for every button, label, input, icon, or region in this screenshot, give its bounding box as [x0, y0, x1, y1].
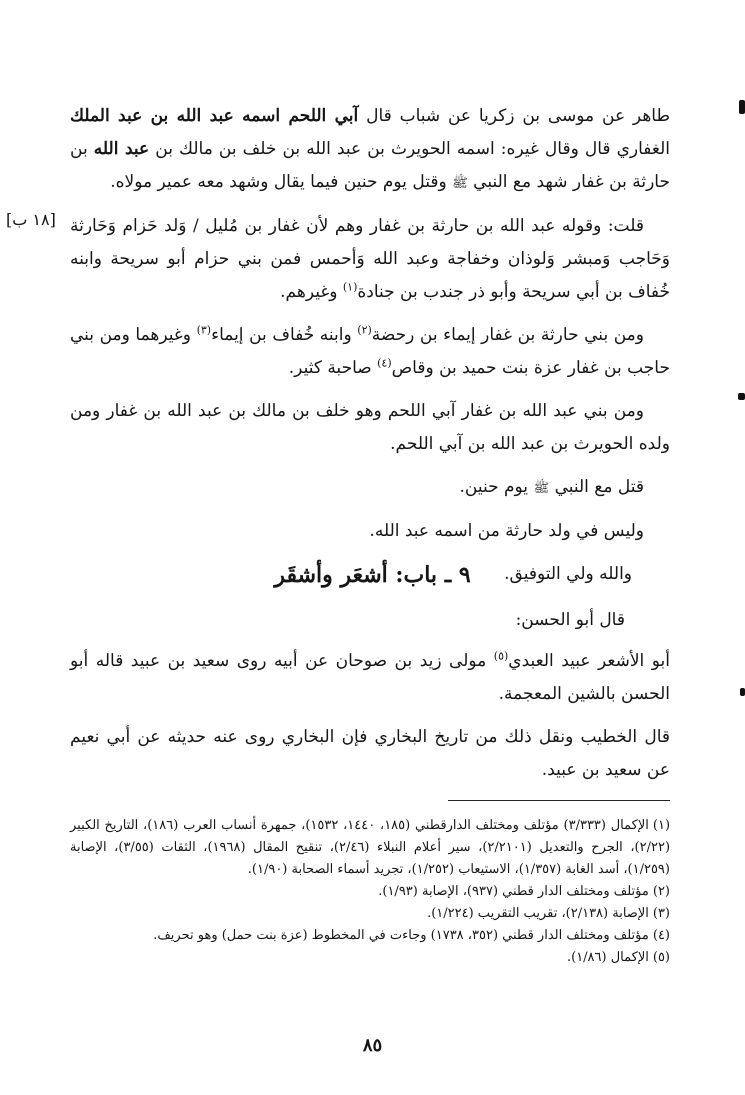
scan-mark-top [739, 100, 745, 114]
paragraph-8: أبو الأشعر عبيد العبدي$^{(٥)}$ مولى زيد بن صوحان عن أبيه روى سعيد بن عبيد قاله أبو الحسن بالشين المعجمة. [70, 649, 670, 704]
paragraph-6: وليس في ولد حارثة من اسمه عبد الله. [369, 521, 644, 541]
footnote-2: (٢)مؤتلف ومختلف الدار قطني (٩٣٧)، الإصابة (١/٩٣). [378, 884, 670, 899]
chapter-heading: ٩ ـ باب: أشعَر وأشقَر [274, 562, 471, 588]
page-number: ٨٥ [362, 1035, 383, 1056]
scan-mark-lower [740, 688, 745, 696]
lower-text [70, 645, 670, 797]
footnote-1: (١)الإكمال (٣/٣٣٣) مؤتلف ومختلف الدارقطني (١٨٥، ١٤٤٠، ١٥٣٢)، جمهرة أنساب العرب (١٨٦)، التاريخ الكبير (٢/٢٢)، الجرح والتعديل (٢/٢١٠١)، سير أعلام النبلاء (٢/٤٦)، تنقيح المقال (١٩٦٨)، الثقات (٣/٥٥)، الإصابة (١/٢٥٩)، أسد الغابة (١/٣٥٧)، الاستيعاب (١/٢٥٢)، تجريد أسماء الصحابة (١/٩٠). [70, 818, 671, 877]
footnote-ref-5[interactable]: (٥) [493, 649, 509, 663]
margin-folio-note: [١٨ ب] [6, 210, 56, 229]
paragraph-5: قتل مع النبي ﷺ يوم حنين. [459, 477, 644, 497]
main-text [70, 100, 670, 601]
said-line: قال أبو الحسن: [515, 610, 625, 630]
salawat-glyph: ﷺ [533, 481, 550, 496]
footnote-divider [448, 800, 670, 801]
paragraph-3: ومن بني حارثة بن غفار إيماء بن رحضة$^{(٢)}$ وابنه خُفاف بن إيماء$^{(٣)}$ وغيرهما ومن بني حاجب بن غفار عزة بنت حميد بن وقاص$^{(٤)}$ صاحبة كثير. [70, 323, 670, 378]
footnote-ref-3[interactable]: (٣) [196, 323, 212, 337]
paragraph-4: ومن بني عبد الله بن غفار آبي اللحم وهو خلف بن مالك بن عبد الله بن غفار ومن ولده الحويرث بن عبد الله بن آبي اللحم. [70, 401, 670, 454]
footnote-ref-4[interactable]: (٤) [377, 356, 392, 370]
footnote-3: (٣)الإصابة (٢/١٣٨)، تقريب التقريب (١/٢٢٤). [427, 906, 670, 921]
footnote-ref-1[interactable]: (١) [342, 280, 358, 294]
paragraph-1: طاهر عن موسى بن زكريا عن شباب قال آبي اللحم اسمه عبد الله بن عبد الملك الغفاري قال وقال غيره: اسمه الحويرث بن عبد الله بن خلف بن مالك بن عبد الله بن حارثة بن غفار شهد مع النبي ﷺ وقتل يوم حنين فيما يقال وشهد معه عمير مولاه. [70, 106, 671, 192]
paragraph-9: قال الخطيب ونقل ذلك من تاريخ البخاري فإن البخاري روى عنه حديثه عن أبي نعيم عن سعيد بن عبيد. [70, 727, 670, 780]
footnote-4: (٤)مؤتلف ومختلف الدار قطني (٣٥٢، ١٧٣٨) وجاءت في المخطوط (عزة بنت حمل) وهو تحريف. [153, 928, 670, 943]
footnote-5: (٥)الإكمال (١/٨٦). [566, 950, 670, 965]
footnotes [70, 815, 670, 969]
footnote-ref-2[interactable]: (٢) [357, 323, 372, 337]
salawat-glyph: ﷺ [452, 176, 468, 191]
scan-mark-middle [738, 393, 745, 400]
paragraph-2: قلت: وقوله عبد الله بن حارثة بن غفار وهم لأن غفار بن مُليل / وَلد حَزام وَحَارثة وَحَاجب وَمبشر وَلوذان وخفاجة وعبد الله وَأحمس فمن بني حزام أبو سريحة وابنه خُفاف بن أبي سريحة وأبو ذر جندب بن جنادة$^{(١)}$ وغيرهم. [70, 216, 670, 302]
paragraph-7: والله ولي التوفيق. [504, 564, 632, 584]
